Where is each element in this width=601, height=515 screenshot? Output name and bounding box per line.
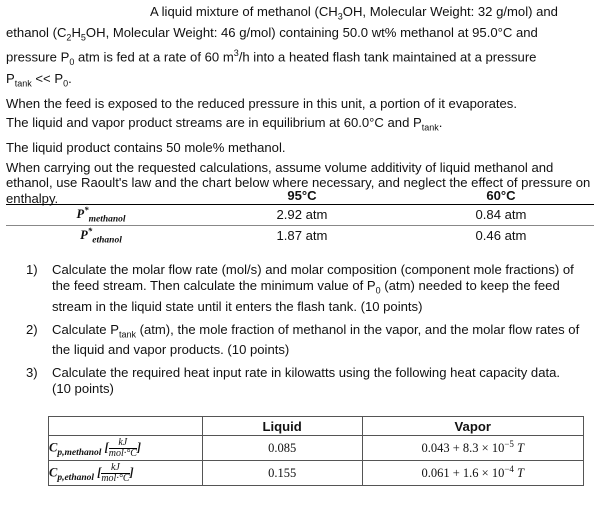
vapor-table-header: [6, 186, 594, 205]
cp-methanol-vapor: $0.043 + 8.3 \times 10^{-5}$ T: [362, 436, 584, 461]
cp-methanol-liquid: 0.085: [202, 436, 362, 461]
header-vapor: Vapor: [362, 417, 584, 436]
unit-fraction: kJ mol·°C: [108, 436, 137, 459]
problem-statement: [6, 4, 596, 206]
label-cp-methanol: $C_{p,methanol}$ [ kJ mol·°C]: [49, 436, 203, 461]
table-row: [49, 461, 584, 486]
cp-ethanol-vapor: $0.061 + 1.6 \times 10^{-4}$ T: [362, 461, 584, 486]
heat-capacity-table: [48, 416, 584, 486]
question-list: [26, 262, 582, 404]
question-2: 2) Calculate $P_{tank}$ (atm), the mole fraction of methanol in the vapor, and the molar flow rates of the liquid and vapor products. (10 points): [26, 321, 580, 358]
p-ethanol-95: 1.87 atm: [276, 227, 328, 243]
table-row: [6, 225, 594, 245]
header-liquid: Liquid: [202, 417, 362, 436]
intro-line-8: When carrying out the requested calculations, assume volume additivity of liquid methanol and ethanol, use Raoult's law and the chart below where necessary, and neglect the effect of pressure on enthalpy.: [6, 159, 591, 206]
vapor-pressure-table: [6, 186, 594, 245]
p-ethanol-60: 0.46 atm: [475, 227, 527, 243]
header-95c: 95°C: [196, 186, 408, 205]
table-row: [49, 436, 584, 461]
intro-line-4: $P_{tank} << P_0$.: [6, 70, 72, 89]
intro-line-6: The liquid and vapor product streams are in equilibrium at 60.0°C and $P_{tank}$.: [6, 115, 443, 133]
unit-fraction: kJ mol·°C: [101, 461, 130, 484]
label-cp-ethanol: $C_{p,ethanol}$ [ kJ mol·°C]: [49, 461, 203, 486]
intro-line-2: ethanol ($C_2H_5OH$, Molecular Weight: 46 g/mol) containing 50.0 wt% methanol at 95.0°C and: [6, 25, 538, 43]
question-3: 3) Calculate the required heat input rate in kilowatts using the following heat capacity data. (10 points): [26, 365, 561, 397]
p-methanol-60: 0.84 atm: [408, 205, 594, 226]
p-methanol-95: 2.92 atm: [196, 205, 408, 226]
intro-line-5: When the feed is exposed to the reduced pressure in this unit, a portion of it evaporates.: [6, 95, 517, 111]
label-p-methanol: $P^*_{methanol}$: [6, 205, 196, 226]
intro-line-3: pressure $P_0$ atm is fed at a rate of 60 $m^3/h$ into a heated flash tank maintained at a pressure: [6, 48, 537, 68]
intro-line-1: A liquid mixture of methanol ($CH_3OH$, Molecular Weight: 32 g/mol) and: [150, 4, 558, 22]
table-row: [6, 205, 594, 226]
label-p-ethanol: $P^*_{ethanol}$: [80, 225, 122, 246]
question-1: 1) Calculate the molar flow rate (mol/s) and molar composition (component mole fractions) of the feed stream. Then calculate the minimum value of $P_0$ (atm) needed to keep the feed stream in the liquid state until it enters the flash tank. (10 points): [26, 262, 574, 314]
header-60c: 60°C: [408, 186, 594, 205]
heat-table-header: [49, 417, 584, 436]
cp-ethanol-liquid: 0.155: [202, 461, 362, 486]
intro-line-7: The liquid product contains 50 mole% methanol.: [6, 140, 286, 156]
